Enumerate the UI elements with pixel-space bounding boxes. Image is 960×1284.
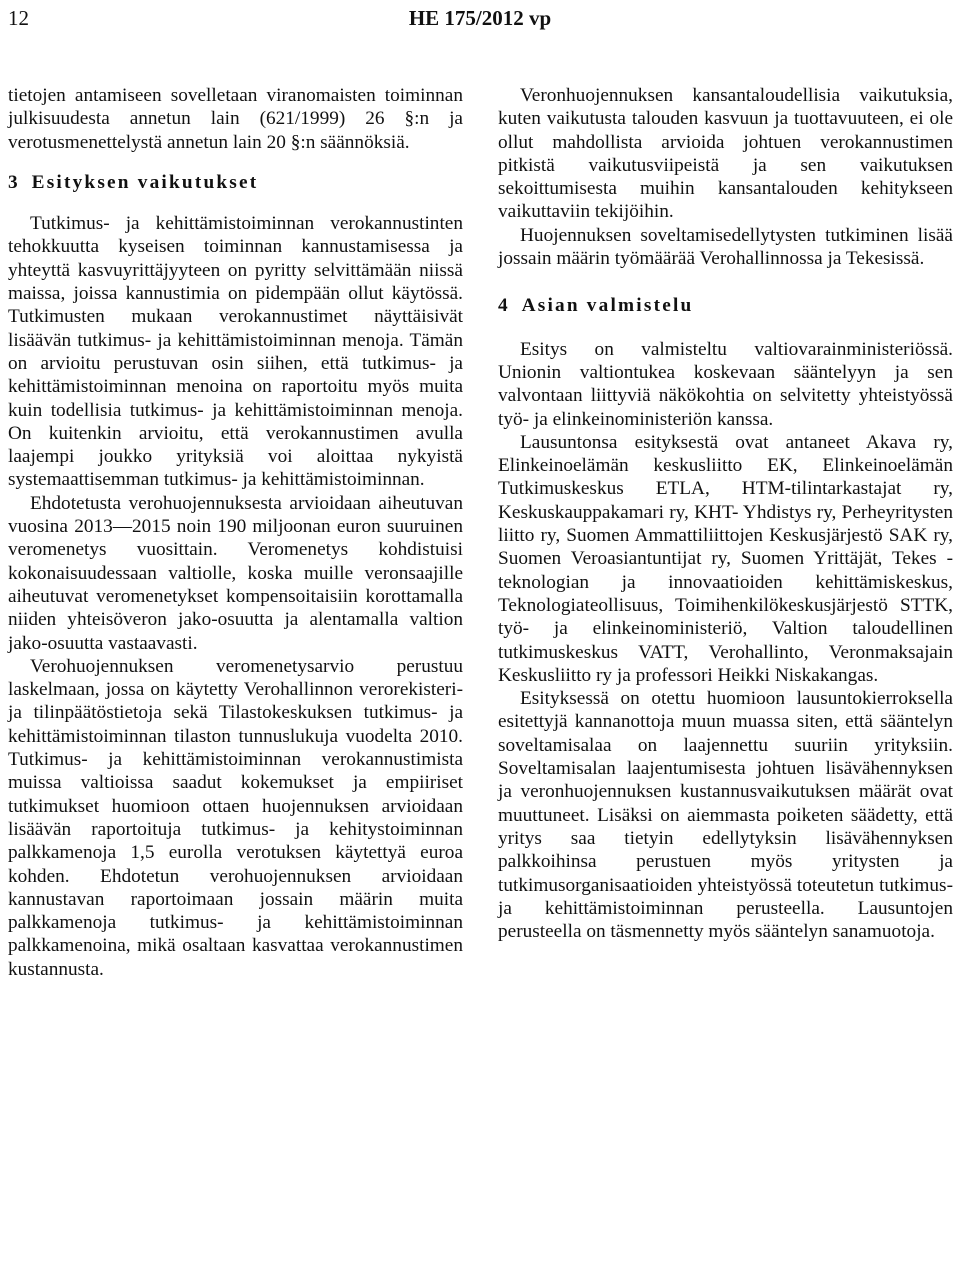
right-column bbox=[498, 84, 953, 943]
body-paragraph: Verohuojennuksen veromenetysarvio perustuu laskelmaan, jossa on käytetty Verohallinnon verorekisteri- ja tilinpäätöstietoja sekä Tilastokeskuksen tutkimus- ja kehittämistoiminnan tilaston tunnuslukuja vuodelta 2010. Tutkimus- ja kehittämistoiminnan verokannustimista muissa valtioissa saadut kokemukset ja empiiriset tutkimukset huomioon ottaen huojennuksen arvioidaan lisäävän raportoituja tutkimus- ja kehitystoiminnan palkkamenoja 1,5 eurolla verotuksen käytettyä euroa kohden. Ehdotetun verohuojennuksen arvioidaan kannustavan raportoimaan jossain määrin muita palkkamenoja tutkimus- ja kehittämistoiminnan palkkamenoina, mikä osaltaan kasvattaa verokannustimen kustannusta. bbox=[8, 655, 463, 980]
body-paragraph: Ehdotetusta verohuojennuksesta arvioidaan aiheutuvan vuosina 2013—2015 noin 190 miljoonan euron suuruinen veromenetys vuosittain. Veromenetys kohdistuisi kokonaisuudessaan valtiolle, koska muille veronsaajille aiheutuvat veromenetykset kompensoitaisiin korottamalla niiden yhteisöveron jako-osuutta ja alentamalla valtion jako-osuutta vastaavasti. bbox=[8, 492, 463, 654]
body-paragraph: Veronhuojennuksen kansantaloudellisia vaikutuksia, kuten vaikutusta talouden kasvuun ja tuottavuuteen, ei ole ollut mahdollista arvioida johtuen verokannustimen pitkistä vaikutusviipeistä ja sen vaikutuksen sekoittumisesta muihin kansantalouden kehitykseen vaikuttaviin tekijöihin. bbox=[498, 85, 953, 223]
section-title: Asian valmistelu bbox=[521, 295, 694, 317]
body-paragraph: Esityksessä on otettu huomioon lausuntokierroksella esitettyjä kannanottoja muun muassa siten, että sääntelyn soveltamisalaa on laajennettu suuriin yrityksiin. Soveltamisalan laajentumisesta johtuen lisävähennyksen ja veronhuojennuksen kustannusvaikutuksen määrät ovat muuttuneet. Lisäksi on aiemmasta poiketen säädetty, että yritys saa tietyin edellytyksin lisävähennyksen palkkoihinsa perustuen myös yritysten ja tutkimusorganisaatioiden yhteistyössä toteutetun tutkimus- ja kehittämistoiminnan perusteella. Lausuntojen perusteella on täsmennetty myös sääntelyn sanamuotoja. bbox=[498, 688, 953, 943]
section-heading-4 bbox=[498, 294, 953, 317]
body-paragraph: Esitys on valmisteltu valtiovarainministeriössä. Unionin valtiontukea koskevaan sääntelyyn ja sen valvontaan liittyviä näkökohtia on selvitetty yhteistyössä työ- ja elinkeinoministeriön kanssa. bbox=[498, 338, 953, 430]
section-number: 3 bbox=[8, 171, 18, 193]
body-paragraph: Lausuntonsa esityksestä ovat antaneet Akava ry, Elinkeinoelämän keskusliitto EK, Elinkeinoelämän Tutkimuskeskus ETLA, HTM-tilintarkastajat ry, Keskuskauppakamari ry, KHT- Yhdistys ry, Perheyritysten liitto ry, Suomen Ammattiliittojen Keskusjärjestö SAK ry, Suomen Veroasiantuntijat ry, Suomen Yrittäjät, Tekes - teknologian ja innovaatioiden kehittämiskeskus, Teknologiateollisuus, Toimihenkilökeskusjärjestö STTK, työ- ja elinkeinoministeriö, Valtion taloudellinen tutkimuskeskus VATT, Verohallinto, Veronmaksajain Keskusliitto ry ja professori Heikki Niskakangas. bbox=[498, 431, 953, 686]
section-heading-3 bbox=[8, 171, 463, 194]
page-number: 12 bbox=[8, 6, 29, 30]
page-header bbox=[0, 4, 960, 34]
section-title: Esityksen vaikutukset bbox=[31, 171, 259, 193]
body-paragraph: Tutkimus- ja kehittämistoiminnan verokannustinten tehokkuutta kyseisen toiminnan kannustamisessa ja yhteyttä kasvuyrittäjyyteen on pyritty selvittämään niissä maissa, joissa kannustimia on pidempään ollut käytössä. Tutkimusten mukaan verokannustimet näyttäisivät lisäävän tutkimus- ja kehittämistoiminnan menoja. Tämän on arvioitu perustuvan osin siihen, että tutkimus- ja kehittämistoiminnan menoina on raportoitu myös muita kuin todellisia tutkimus- ja kehittämistoiminnan menoja. On kuitenkin arvioitu, että verokannustimen avulla laajempi joukko yrityksiä voi aloittaa nykyistä systemaattisemman tutkimus- ja kehittämistoiminnan. bbox=[8, 213, 463, 491]
section-number: 4 bbox=[498, 295, 508, 317]
intro-paragraph: tietojen antamiseen sovelletaan viranomaisten toiminnan julkisuudesta annetun lain (621/1999) 26 §:n ja verotusmenettelystä annetun lain 20 §:n säännöksiä. bbox=[8, 85, 463, 153]
body-paragraph: Huojennuksen soveltamisedellytysten tutkiminen lisää jossain määrin työmäärää Verohallinnossa ja Tekesissä. bbox=[498, 224, 953, 270]
document-reference: HE 175/2012 vp bbox=[408, 6, 552, 30]
left-column bbox=[8, 84, 463, 981]
